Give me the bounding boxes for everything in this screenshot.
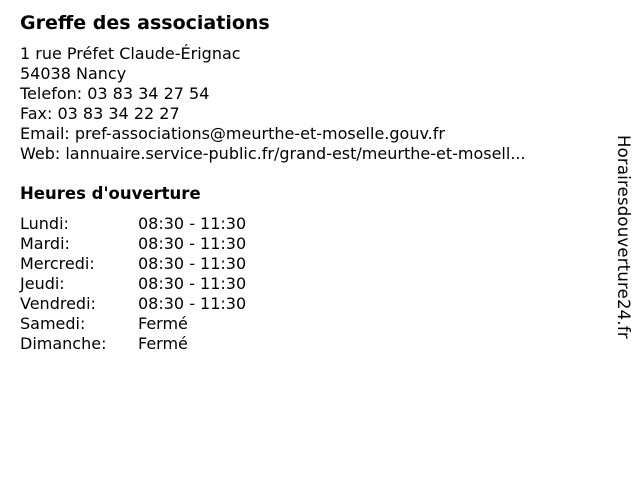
time-value: 08:30 - 11:30 (138, 214, 247, 233)
watermark-text: Horairesdouverture24.fr (614, 135, 633, 339)
fax-number: Fax: 03 83 34 22 27 (20, 104, 180, 123)
day-label: Mercredi: (20, 254, 95, 273)
time-value: Fermé (138, 314, 188, 333)
city-postal: 54038 Nancy (20, 64, 127, 83)
time-value: 08:30 - 11:30 (138, 274, 247, 293)
day-label: Samedi: (20, 314, 86, 333)
watermark (613, 135, 635, 370)
day-label: Dimanche: (20, 334, 107, 353)
time-value: 08:30 - 11:30 (138, 294, 247, 313)
website-link: Web: lannuaire.service-public.fr/grand-est/meurthe-et-mosell... (20, 144, 526, 163)
day-label: Lundi: (20, 214, 69, 233)
time-value: 08:30 - 11:30 (138, 234, 247, 253)
page-title: Greffe des associations (20, 12, 270, 34)
day-label: Mardi: (20, 234, 70, 253)
time-value: 08:30 - 11:30 (138, 254, 247, 273)
email-address: Email: pref-associations@meurthe-et-moselle.gouv.fr (20, 124, 445, 143)
street-address: 1 rue Préfet Claude-Érignac (20, 44, 241, 63)
time-value: Fermé (138, 334, 188, 353)
day-label: Jeudi: (20, 274, 65, 293)
address-block (20, 44, 526, 164)
phone-number: Telefon: 03 83 34 27 54 (20, 84, 210, 103)
hours-heading: Heures d'ouverture (20, 184, 201, 203)
day-label: Vendredi: (20, 294, 96, 313)
